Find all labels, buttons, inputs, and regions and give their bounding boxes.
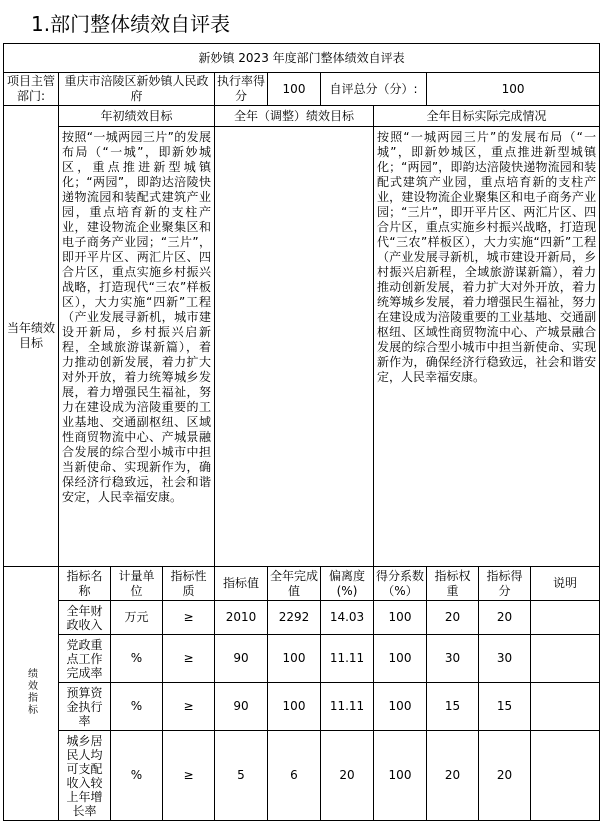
table-row <box>4 601 600 635</box>
indicator-coef: 100 <box>374 683 427 731</box>
header-deviation: 偏离度(%) <box>321 567 374 601</box>
table-row <box>4 731 600 821</box>
indicator-deviation: 20 <box>321 731 374 821</box>
rate-label: 执行率得分 <box>215 73 268 106</box>
actual-goal-text: 按照“一城两园三片”的发展布局（“一城”，即新妙城区，重点推进新型城镇化；“两园”，即韵达涪陵快递物流园和装配式建筑产业园，重点培育新的支柱产业，建设物流企业聚集区和电子商务产业园；“三片”，即开平片区、两汇片区、四合片区，重点实施乡村振兴战略，打造现代“三农”样板区），大力实施“四新”工程（产业发展寻新机，城市建设开新局，乡村振兴启新程，全域旅游谋新篇），着力推动创新发展，着力扩大对外开放，着力统筹城乡发展，着力增强民生福祉，努力在建设成为涪陵重要的工业基地、交通副枢纽、区域性商贸物流中心、产城景融合发展的综合型小城市中担当新使命、实现新作为，确保经济行稳致远，社会和谐安定，人民幸福安康。 <box>374 127 600 567</box>
indicator-row-label-text: 绩效指标 <box>25 667 37 716</box>
indicator-nature: ≥ <box>163 683 215 731</box>
indicator-coef: 100 <box>374 731 427 821</box>
indicator-row-label <box>4 567 59 821</box>
rate-value: 100 <box>268 73 321 106</box>
table-row <box>4 683 600 731</box>
indicator-nature: ≥ <box>163 731 215 821</box>
col-initial-header: 年初绩效目标 <box>59 106 215 127</box>
indicator-note <box>531 601 600 635</box>
indicator-score: 20 <box>479 601 531 635</box>
indicator-weight: 20 <box>427 601 479 635</box>
indicator-actual: 100 <box>268 683 321 731</box>
col-adjusted-header: 全年（调整）绩效目标 <box>215 106 374 127</box>
page-heading: 1.部门整体绩效自评表 <box>31 12 231 36</box>
indicator-deviation: 11.11 <box>321 635 374 683</box>
indicator-unit: % <box>111 635 163 683</box>
indicator-name: 城乡居民人均可支配收入较上年增长率 <box>59 731 111 821</box>
indicator-nature: ≥ <box>163 601 215 635</box>
header-name: 指标名称 <box>59 567 111 601</box>
indicator-weight: 30 <box>427 635 479 683</box>
indicator-unit: % <box>111 731 163 821</box>
table-row <box>4 635 600 683</box>
self-evaluation-table <box>3 43 600 821</box>
header-unit: 计量单位 <box>111 567 163 601</box>
indicator-unit: 万元 <box>111 601 163 635</box>
score-value: 100 <box>427 73 600 106</box>
header-actual: 全年完成值 <box>268 567 321 601</box>
indicator-actual: 6 <box>268 731 321 821</box>
adjusted-goal-text <box>215 127 374 567</box>
indicator-name: 预算资金执行率 <box>59 683 111 731</box>
goal-row-label: 当年绩效目标 <box>4 106 59 567</box>
project-label: 项目主管部门: <box>4 73 59 106</box>
indicator-note <box>531 635 600 683</box>
indicator-value: 5 <box>215 731 268 821</box>
indicator-actual: 100 <box>268 635 321 683</box>
indicator-value: 90 <box>215 635 268 683</box>
indicator-note <box>531 683 600 731</box>
project-value: 重庆市涪陵区新妙镇人民政府 <box>59 73 215 106</box>
indicator-coef: 100 <box>374 601 427 635</box>
indicator-deviation: 11.11 <box>321 683 374 731</box>
indicator-weight: 20 <box>427 731 479 821</box>
score-label: 自评总分（分）: <box>321 73 427 106</box>
header-value: 指标值 <box>215 567 268 601</box>
header-note: 说明 <box>531 567 600 601</box>
header-nature: 指标性质 <box>163 567 215 601</box>
col-actual-header: 全年目标实际完成情况 <box>374 106 600 127</box>
header-weight: 指标权重 <box>427 567 479 601</box>
table-caption: 新妙镇 2023 年度部门整体绩效自评表 <box>4 44 600 73</box>
indicator-coef: 100 <box>374 635 427 683</box>
indicator-score: 30 <box>479 635 531 683</box>
indicator-actual: 2292 <box>268 601 321 635</box>
indicator-score: 15 <box>479 683 531 731</box>
indicator-name: 党政重点工作完成率 <box>59 635 111 683</box>
header-coef: 得分系数（%） <box>374 567 427 601</box>
indicator-value: 2010 <box>215 601 268 635</box>
indicator-deviation: 14.03 <box>321 601 374 635</box>
indicator-nature: ≥ <box>163 635 215 683</box>
indicator-name: 全年财政收入 <box>59 601 111 635</box>
indicator-weight: 15 <box>427 683 479 731</box>
indicator-value: 90 <box>215 683 268 731</box>
indicator-score: 20 <box>479 731 531 821</box>
initial-goal-text: 按照“一城两园三片”的发展布局（“一城”，即新妙城区，重点推进新型城镇化；“两园”，即韵达涪陵快递物流园和装配式建筑产业园，重点培育新的支柱产业，建设物流企业聚集区和电子商务产业园；“三片”，即开平片区、两汇片区、四合片区，重点实施乡村振兴战略，打造现代“三农”样板区），大力实施“四新”工程（产业发展寻新机，城市建设开新局，乡村振兴启新程，全域旅游谋新篇），着力推动创新发展，着力扩大对外开放，着力统筹城乡发展，着力增强民生福祉，努力在建设成为涪陵重要的工业基地、交通副枢纽、区域性商贸物流中心、产城景融合发展的综合型小城市中担当新使命、实现新作为，确保经济行稳致远，社会和谐安定，人民幸福安康。 <box>59 127 215 567</box>
indicator-note <box>531 731 600 821</box>
header-score: 指标得分 <box>479 567 531 601</box>
indicator-unit: % <box>111 683 163 731</box>
